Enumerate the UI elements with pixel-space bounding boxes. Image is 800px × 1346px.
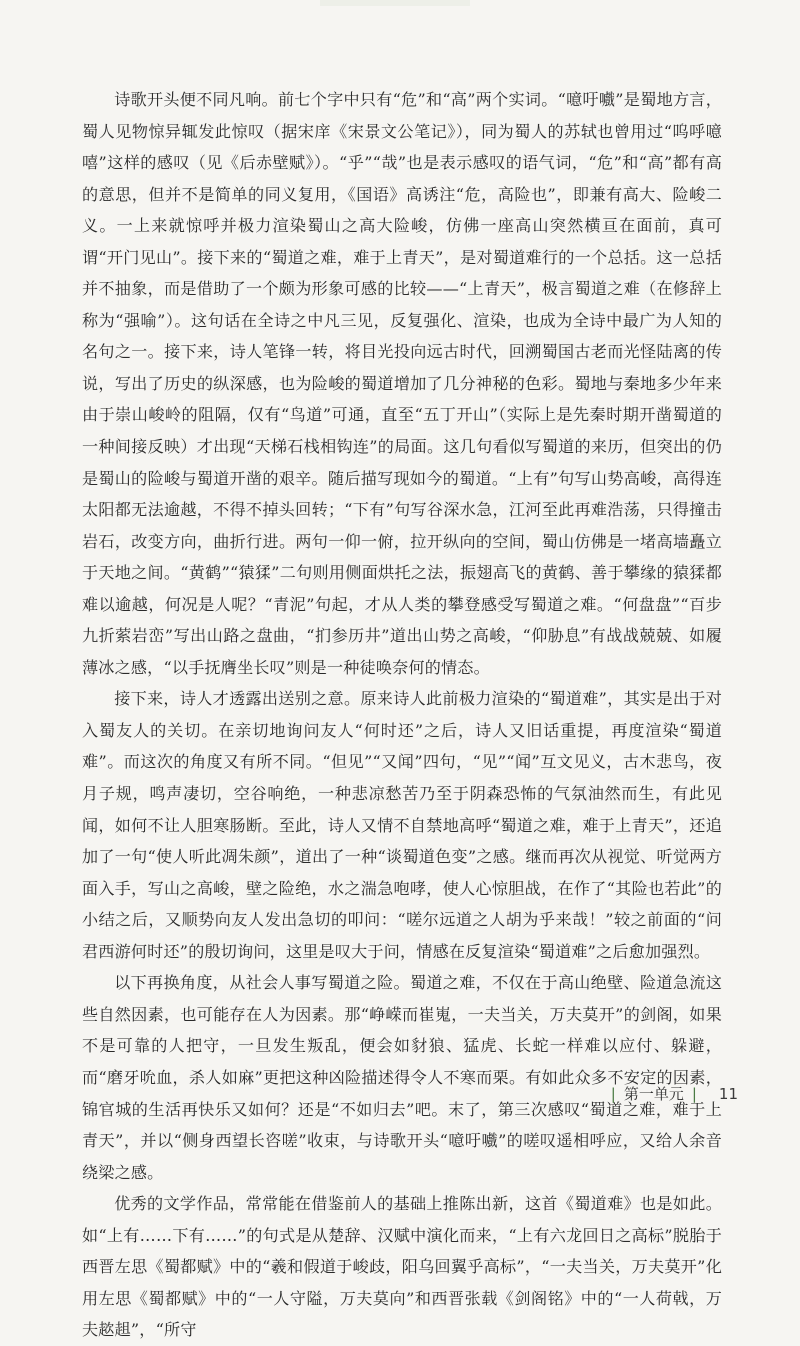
footer-separator-right: | bbox=[691, 1084, 697, 1103]
paragraph-2: 接下来，诗人才透露出送别之意。原来诗人此前极力渲染的“蜀道难”，其实是出于对入蜀友人的关切。在亲切地询问友人“何时还”之后，诗人又旧话重提，再度渲染“蜀道难”。而这次的角度又有所不同。“但见”“又闻”四句，“见”“闻”互文见义，古木悲鸟，夜月子规，鸣声凄切，空谷响绝，一种悲凉愁苦乃至于阴森恐怖的气氛油然而生，有此见闻，如何不让人胆寒肠断。至此，诗人又情不自禁地高呼“蜀道之难，难于上青天”，还追加了一句“使人听此凋朱颜”，道出了一种“谈蜀道色变”之感。继而再次从视觉、听觉两方面入手，写山之高峻，壁之险绝，水之湍急咆哮，使人心惊胆战，在作了“其险也若此”的小结之后，又顺势向友人发出急切的叩问：“嗟尔远道之人胡为乎来哉！”较之前面的“问君西游何时还”的殷切询问，这里是叹大于问，情感在反复渲染“蜀道难”之后愈加强烈。 bbox=[82, 689, 722, 961]
page-footer bbox=[611, 1083, 738, 1104]
top-edge-strip bbox=[320, 0, 470, 6]
paragraph-4: 优秀的文学作品，常常能在借鉴前人的基础上推陈出新，这首《蜀道难》也是如此。如“上有……下有……”的句式是从楚辞、汉赋中演化而来，“上有六龙回日之高标”脱胎于西晋左思《蜀都赋》中的“羲和假道于峻歧，阳乌回翼乎高标”，“一夫当关，万夫莫开”化用左思《蜀都赋》中的“一人守隘，万夫莫向”和西晋张载《剑阁铭》中的“一人荷戟，万夫趑趄”，“所守 bbox=[82, 1194, 722, 1340]
paragraph-1: 诗歌开头便不同凡响。前七个字中只有“危”和“高”两个实词。“噫吁嚱”是蜀地方言，蜀人见物惊异辄发此惊叹（据宋庠《宋景文公笔记》），同为蜀人的苏轼也曾用过“呜呼噫嘻”这样的感叹（见《后赤壁赋》）。“乎”“哉”也是表示感叹的语气词，“危”和“高”都有高的意思，但并不是简单的同义复用，《国语》高诱注“危，高险也”，即兼有高大、险峻二义。一上来就惊呼并极力渲染蜀山之高大险峻，仿佛一座高山突然横亘在面前，真可谓“开门见山”。接下来的“蜀道之难，难于上青天”，是对蜀道难行的一个总括。这一总括并不抽象，而是借助了一个颇为形象可感的比较——“上青天”，极言蜀道之难（在修辞上称为“强喻”）。这句话在全诗之中凡三见，反复强化、渲染，也成为全诗中最广为人知的名句之一。接下来，诗人笔锋一转，将目光投向远古时代，回溯蜀国古老而光怪陆离的传说，写出了历史的纵深感，也为险峻的蜀道增加了几分神秘的色彩。蜀地与秦地多少年来由于崇山峻岭的阻隔，仅有“鸟道”可通，直至“五丁开山”（实际上是先秦时期开凿蜀道的一种间接反映）才出现“天梯石栈相钩连”的局面。这几句看似写蜀道的来历，但突出的仍是蜀山的险峻与蜀道开凿的艰辛。随后描写现如今的蜀道。“上有”句写山势高峻，高得连太阳都无法逾越，不得不掉头回转；“下有”句写谷深水急，江河至此再难浩荡，只得撞击岩石，改变方向，曲折行进。两句一仰一俯，拉开纵向的空间，蜀山仿佛是一堵高墙矗立于天地之间。“黄鹤”“猿猱”二句则用侧面烘托之法，振翅高飞的黄鹤、善于攀缘的猿猱都难以逾越，何况是人呢？“青泥”句起，才从人类的攀登感受写蜀道之难。“何盘盘”“百步九折萦岩峦”写出山路之盘曲，“扪参历井”道出山势之高峻，“仰胁息”有战战兢兢、如履薄冰之感，“以手抚膺坐长叹”则是一种徒唤奈何的情态。 bbox=[82, 90, 722, 677]
page-number: 11 bbox=[718, 1084, 738, 1103]
paragraph-3: 以下再换角度，从社会人事写蜀道之险。蜀道之难，不仅在于高山绝壁、险道急流这些自然因素，也可能存在人为因素。那“峥嵘而崔嵬，一夫当关，万夫莫开”的剑阁，如果不是可靠的人把守，一旦发生叛乱，便会如豺狼、猛虎、长蛇一样难以应付、躲避，而“磨牙吮血，杀人如麻”更把这种凶险描述得令人不寒而栗。有如此众多不安定的因素，锦官城的生活再快乐又如何？还是“不如归去”吧。末了，第三次感叹“蜀道之难，难于上青天”，并以“侧身西望长咨嗟”收束，与诗歌开头“噫吁嚱”的嗟叹遥相呼应，又给人余音绕梁之感。 bbox=[82, 973, 722, 1182]
body-text bbox=[82, 84, 722, 1346]
footer-separator-left: | bbox=[610, 1084, 616, 1103]
unit-label: 第一单元 bbox=[623, 1085, 684, 1103]
